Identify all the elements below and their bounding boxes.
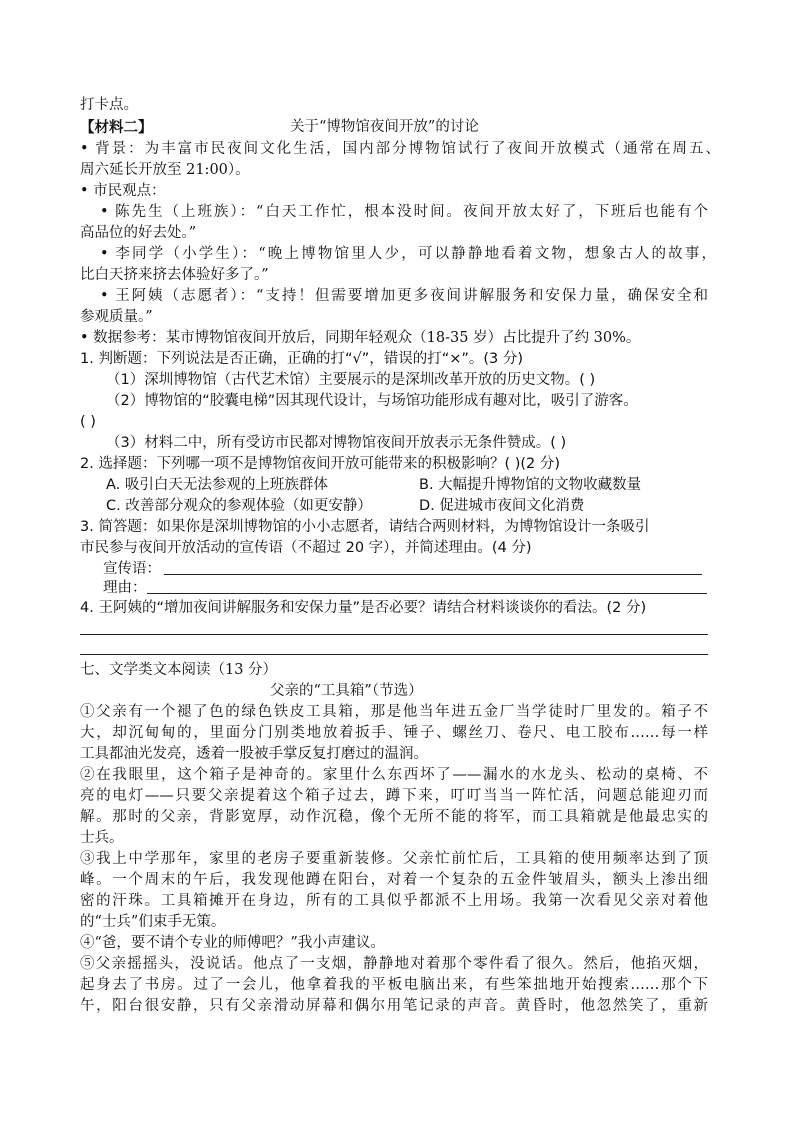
question-1-item-2: （2）博物馆的“胶囊电梯”因其现代设计，与场馆功能形成有趣对比，吸引了游客。 (106, 393, 638, 409)
paragraph-tail: 打卡点。 (80, 97, 138, 113)
view-chen-line-2: 高品位的好去处。” (80, 225, 197, 241)
material-title: 关于“博物馆夜间开放”的讨论 (290, 119, 479, 135)
article-p4: ④“爸，要不请个专业的师傅吧？”我小声建议。 (80, 935, 385, 951)
slogan-label: 宣传语： (103, 561, 161, 577)
data-reference: • 数据参考：某市博物馆夜间开放后，同期年轻观众（18-35 岁）占比提升了约 30%。 (80, 330, 641, 346)
option-b: B. 大幅提升博物馆的文物收藏数量 (419, 477, 642, 493)
view-wang-line-1: • 王阿姨（志愿者）：“支持！但需要增加更多夜间讲解服务和安保力量，确保安全和 (100, 288, 708, 304)
question-1-item-2-blank: ( ) (80, 414, 96, 430)
article-p5-line-3: 午，阳台很安静，只有父亲滑动屏幕和偶尔用笔记录的声音。黄昏时，他忽然笑了，重新 (80, 998, 708, 1014)
view-li-line-2: 比白天挤来挤去体验好多了。” (80, 267, 269, 283)
section-7-heading: 七、文学类文本阅读（13 分） (80, 662, 278, 678)
question-3-line-1: 3. 简答题：如果你是深圳博物馆的小小志愿者，请结合两则材料，为博物馆设计一条吸引 (80, 519, 650, 535)
slogan-answer-line[interactable] (164, 574, 702, 575)
citizen-views-heading: • 市民观点： (80, 183, 166, 199)
reason-answer-line[interactable] (147, 593, 707, 594)
article-p2-line-4: 士兵。 (80, 830, 124, 846)
article-p2-line-3: 解。那时的父亲，背影宽厚，动作沉稳，像个无所不能的将军，而工具箱就是他最忠实的 (80, 809, 708, 825)
view-chen-line-1: • 陈先生（上班族）：“白天工作忙，根本没时间。夜间开放太好了，下班后也能有个 (100, 204, 708, 220)
article-p3-line-2: 峰。一个周末的午后，我发现他蹲在阳台，对着一个复杂的五金件皱眉头，额头上渗出细 (80, 872, 708, 888)
article-p5-line-2: 起身去了书房。过了一会儿，他拿着我的平板电脑出来，有些笨拙地开始搜索……那个下 (80, 977, 708, 993)
question-1: 1. 判断题：下列说法是否正确，正确的打“√”，错误的打“×”。(3 分) (80, 351, 524, 367)
article-p1-line-2: 大，却沉甸甸的，里面分门别类地放着扳手、锤子、螺丝刀、卷尺、电工胶布……每一样 (80, 725, 708, 741)
q4-answer-line-1[interactable] (80, 634, 708, 635)
question-2: 2. 选择题：下列哪一项不是博物馆夜间开放可能带来的积极影响？( )(2 分) (80, 456, 561, 472)
question-1-item-3: （3）材料二中，所有受访市民都对博物馆夜间开放表示无条件赞成。( ) (106, 435, 567, 451)
article-p2-line-2: 亮的电灯——只要父亲提着这个箱子过去，蹲下来，叮叮当当一阵忙活，问题总能迎刃而 (80, 788, 708, 804)
article-p2-line-1: ②在我眼里，这个箱子是神奇的。家里什么东西坏了——漏水的水龙头、松动的桌椅、不 (80, 767, 708, 783)
question-1-item-1: （1）深圳博物馆（古代艺术馆）主要展示的是深圳改革开放的历史文物。( ) (106, 372, 596, 388)
material-label: 【材料二】 (80, 119, 153, 136)
article-p3-line-4: 的“士兵”们束手无策。 (80, 914, 226, 930)
option-d: D. 促进城市夜间文化消费 (419, 498, 585, 514)
background-line-1: • 背景：为丰富市民夜间文化生活，国内部分博物馆试行了夜间开放模式（通常在周五、 (80, 141, 720, 157)
article-p1-line-1: ①父亲有一个褪了色的绿色铁皮工具箱，那是他当年进五金厂当学徒时厂里发的。箱子不 (80, 704, 708, 720)
article-p3-line-1: ③我上中学那年，家里的老房子要重新装修。父亲忙前忙后，工具箱的使用频率达到了顶 (80, 851, 708, 867)
reason-label: 理由： (103, 580, 147, 596)
article-p5-line-1: ⑤父亲摇摇头，没说话。他点了一支烟，静静地对着那个零件看了很久。然后，他掐灭烟， (80, 956, 708, 972)
background-line-2: 周六延长开放至 21:00）。 (80, 162, 250, 178)
view-li-line-1: • 李同学（小学生）：“晚上博物馆里人少，可以静静地看着文物，想象古人的故事， (100, 246, 716, 262)
view-wang-line-2: 参观质量。” (80, 309, 153, 325)
article-p1-line-3: 工具都油光发亮，透着一股被手掌反复打磨过的温润。 (80, 746, 428, 762)
article-p3-line-3: 密的汗珠。工具箱摊开在身边，所有的工具似乎都派不上用场。我第一次看见父亲对着他 (80, 893, 708, 909)
option-a: A. 吸引白天无法参观的上班族群体 (106, 477, 328, 493)
question-4: 4. 王阿姨的“增加夜间讲解服务和安保力量”是否必要？请结合材料谈谈你的看法。(2 分) (80, 600, 647, 616)
article-title: 父亲的“工具箱”（节选） (270, 683, 423, 699)
option-c: C. 改善部分观众的参观体验（如更安静） (106, 498, 372, 514)
q4-answer-line-2[interactable] (80, 654, 708, 655)
question-3-line-2: 市民参与夜间开放活动的宣传语（不超过 20 字），并简述理由。(4 分) (80, 540, 532, 556)
